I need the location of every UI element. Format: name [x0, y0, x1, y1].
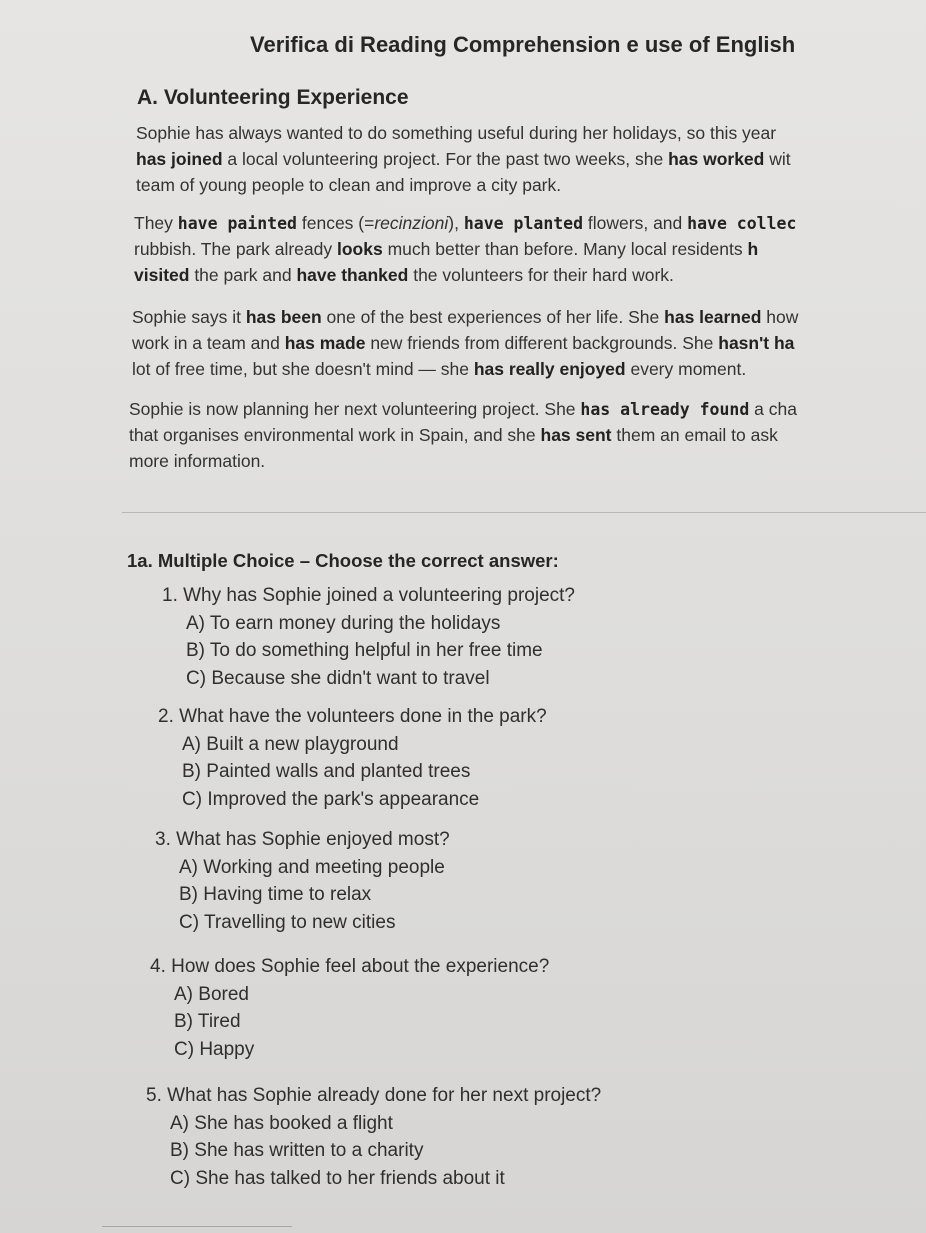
emphasized-verb: have painted — [177, 214, 297, 233]
answer-option: B) Painted walls and planted trees — [182, 761, 471, 782]
text-run: the volunteers for their hard work. — [408, 265, 674, 285]
paragraph-line — [134, 210, 926, 236]
question-text: 5. What has Sophie already done for her next project? — [146, 1085, 602, 1106]
answer-option: C) She has talked to her friends about it — [170, 1167, 505, 1189]
emphasized-verb: has made — [284, 333, 366, 353]
text-run: lot of free time, but she doesn't mind — she — [132, 359, 474, 379]
text-run: them an email to ask — [611, 425, 778, 445]
emphasized-verb: has learned — [664, 307, 762, 327]
answer-option: C) Travelling to new cities — [179, 911, 396, 933]
reading-paragraph-3 — [132, 304, 926, 382]
question-block-4 — [150, 953, 549, 1063]
paragraph-line — [136, 146, 926, 172]
text-run: ), — [448, 213, 464, 233]
reading-paragraph-4 — [129, 396, 926, 474]
answer-option: B) To do something helpful in her free time — [186, 640, 543, 661]
reading-paragraph-2 — [134, 210, 926, 288]
text-run: one of the best experiences of her life. She — [321, 307, 665, 327]
text-run: the park and — [189, 265, 297, 285]
emphasized-verb: has been — [245, 307, 322, 327]
text-run: more information. — [129, 451, 266, 471]
paragraph-line — [134, 236, 926, 262]
text-run: They — [134, 213, 178, 233]
paragraph-line — [134, 262, 926, 288]
answer-option: C) Because she didn't want to travel — [186, 667, 490, 689]
paragraph-line — [129, 448, 926, 474]
answer-option: A) Built a new playground — [182, 733, 399, 755]
question-text: 1. Why has Sophie joined a volunteering project? — [162, 585, 575, 606]
text-run: a cha — [749, 399, 797, 419]
emphasized-verb: has already found — [580, 400, 750, 419]
text-run: new friends from different backgrounds. She — [365, 333, 719, 353]
text-run: Sophie is now planning her next volunteering project. She — [129, 399, 581, 419]
answer-option: A) She has booked a flight — [170, 1112, 393, 1134]
paragraph-line — [132, 330, 926, 356]
answer-option: B) Having time to relax — [179, 884, 372, 905]
emphasized-verb: has worked — [668, 149, 765, 169]
question-block-5 — [146, 1082, 601, 1192]
text-run: how — [761, 307, 799, 327]
emphasized-verb: have planted — [463, 214, 584, 233]
question-block-3 — [155, 826, 450, 936]
emphasized-verb: has sent — [540, 425, 612, 445]
answer-option: B) Tired — [174, 1011, 241, 1032]
section-a-heading: A. Volunteering Experience — [137, 86, 409, 109]
text-run: Sophie says it — [132, 307, 246, 327]
question-block-1 — [162, 582, 575, 692]
answer-option: A) Working and meeting people — [179, 856, 445, 878]
question-block-2 — [158, 703, 547, 813]
paragraph-line — [136, 172, 926, 198]
emphasized-verb: has joined — [136, 149, 223, 169]
text-run: team of young people to clean and improve a city park. — [136, 175, 562, 195]
question-text: 2. What have the volunteers done in the park? — [158, 706, 547, 727]
text-run: flowers, and — [583, 213, 688, 233]
answer-option: A) To earn money during the holidays — [186, 612, 501, 634]
answer-option: C) Improved the park's appearance — [182, 788, 480, 810]
emphasized-verb: h — [747, 239, 759, 259]
text-run: that organises environmental work in Spain, and she — [129, 425, 541, 445]
emphasized-verb: have thanked — [296, 265, 409, 285]
bottom-rule — [102, 1226, 292, 1227]
section-divider — [122, 512, 926, 513]
answer-option: C) Happy — [174, 1038, 255, 1060]
text-run: Sophie has always wanted to do something useful during her holidays, so this year — [136, 123, 777, 143]
emphasized-verb: hasn't ha — [718, 333, 795, 353]
text-run: much better than before. Many local residents — [382, 239, 748, 259]
text-run: wit — [764, 149, 791, 169]
text-run: work in a team and — [132, 333, 285, 353]
text-run: a local volunteering project. For the past two weeks, she — [222, 149, 669, 169]
paragraph-line — [132, 356, 926, 382]
answer-option: A) Bored — [174, 983, 249, 1005]
paragraph-line — [129, 396, 926, 422]
paragraph-line — [136, 120, 926, 146]
question-text: 4. How does Sophie feel about the experience? — [150, 956, 550, 977]
multiple-choice-heading: 1a. Multiple Choice – Choose the correct answer: — [127, 550, 559, 571]
emphasized-verb: visited — [134, 265, 190, 285]
question-text: 3. What has Sophie enjoyed most? — [155, 829, 450, 850]
text-run: rubbish. The park already — [134, 239, 337, 259]
page-title: Verifica di Reading Comprehension e use of English — [250, 32, 796, 57]
paragraph-line — [132, 304, 926, 330]
text-run: every moment. — [625, 359, 747, 379]
reading-paragraph-1 — [136, 120, 926, 198]
text-run: fences (= — [297, 213, 375, 233]
emphasized-verb: looks — [337, 239, 383, 259]
answer-option: B) She has written to a charity — [170, 1140, 424, 1161]
emphasized-verb: has really enjoyed — [473, 359, 626, 379]
paragraph-line — [129, 422, 926, 448]
emphasized-verb: recinzioni — [374, 213, 449, 233]
emphasized-verb: have collec — [687, 214, 797, 233]
